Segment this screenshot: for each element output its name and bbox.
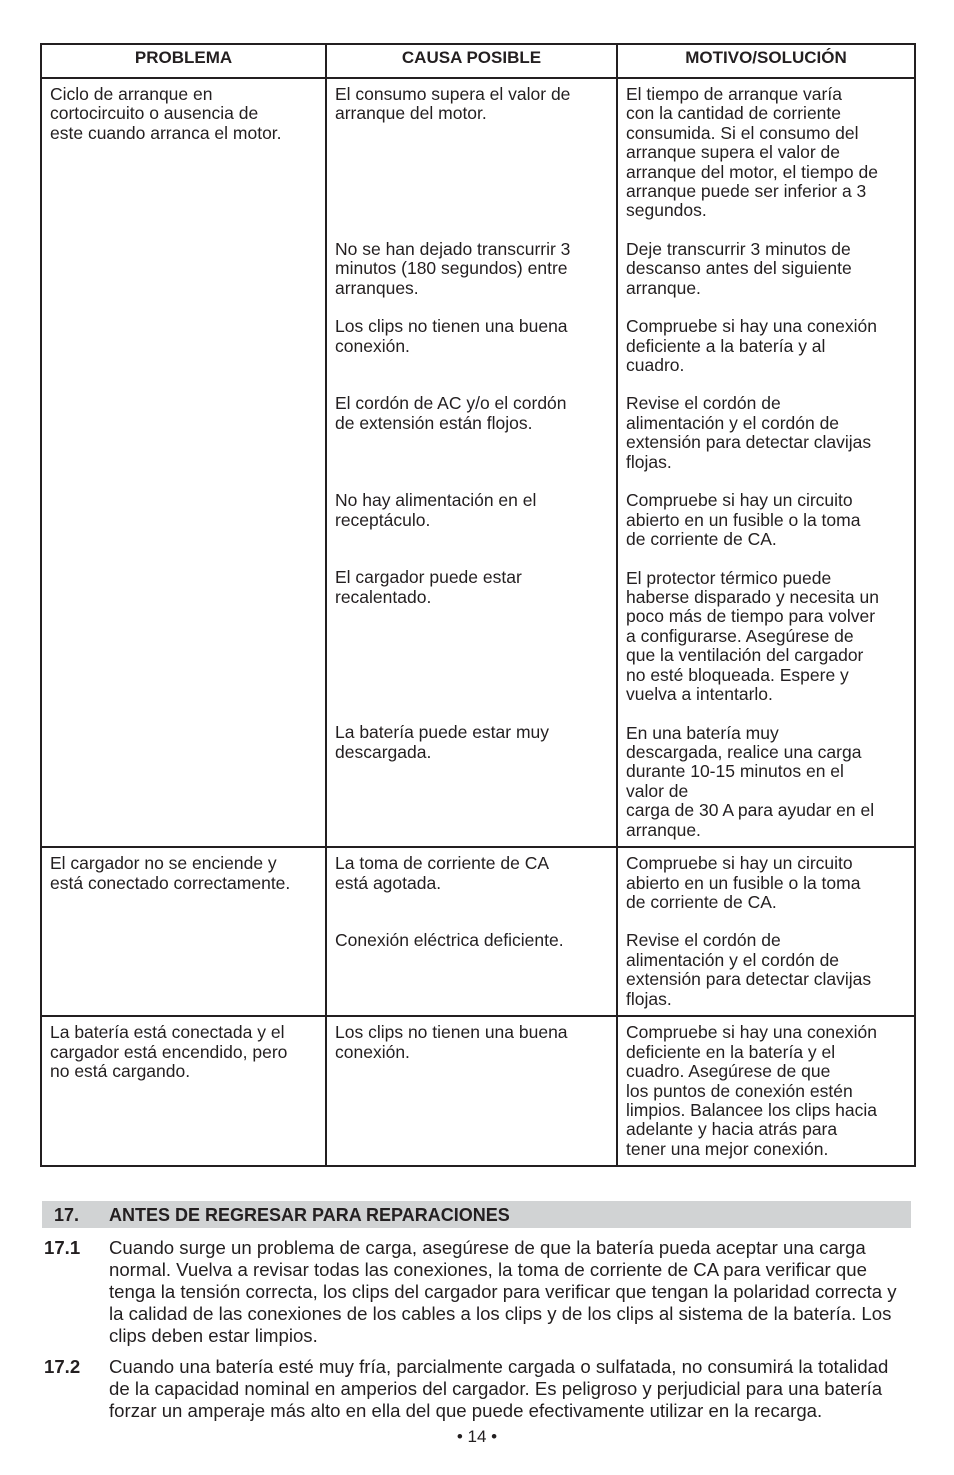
cause-text: El cordón de AC y/o el cordón de extensión están flojos.: [335, 393, 567, 433]
item-text: Cuando surge un problema de carga, asegúrese de que la batería pueda aceptar una carga normal. Vuelva a revisar todas las conexiones, la toma de corriente de CA para verificar que tenga la tensión correcta, los clips del cargador para verificar que tengan la polaridad correcta y la calidad de las conexiones de los cables a los clips y de los clips al sistema de la batería. Los clips deben estar limpios.: [109, 1237, 897, 1346]
cause-cell: [326, 1016, 617, 1166]
cause-cell: [326, 847, 617, 1016]
section-item: [42, 1237, 914, 1347]
solution-cell: [617, 1016, 915, 1166]
solution-text: Revise el cordón de alimentación y el cordón de extensión para detectar clavijas flojas.: [626, 930, 872, 1009]
solution-text: Compruebe si hay un circuito abierto en un fusible o la toma de corriente de CA.: [626, 853, 861, 912]
problem-cell: [41, 1016, 326, 1166]
solution-text: El protector térmico puede haberse disparado y necesita un poco más de tiempo para volver a configurarse. Asegúrese de que la ventilación del cargador no esté bloqueada. Espere y vuelva a intentarlo.: [626, 567, 879, 705]
cause-text: No hay alimentación en el receptáculo.: [335, 490, 537, 530]
table-header-row: [41, 44, 915, 78]
cause-text: El cargador puede estar recalentado.: [335, 567, 522, 607]
solution-text: El tiempo de arranque varía con la cantidad de corriente consumida. Si el consumo del arranque supera el valor de arranque del motor, el tiempo de arranque puede ser inferior a 3 segundos.: [626, 84, 878, 221]
solution-text: Compruebe si hay una conexión deficiente en la batería y el cuadro. Asegúrese de que los puntos de conexión estén limpios. Balancee los clips hacia adelante y hacia atrás para tener una mejor conexión.: [626, 1022, 877, 1159]
section-item: [42, 1356, 914, 1422]
header-problema: PROBLEMA: [41, 44, 326, 78]
table-row: [41, 847, 915, 1016]
solution-cell: [617, 847, 915, 1016]
cause-text: Conexión eléctrica deficiente.: [335, 930, 564, 951]
solution-text: Revise el cordón de alimentación y el cordón de extensión para detectar clavijas flojas.: [626, 393, 872, 472]
cause-text: No se han dejado transcurrir 3 minutos (180 segundos) entre arranques.: [335, 239, 571, 298]
section-title: ANTES DE REGRESAR PARA REPARACIONES: [109, 1205, 510, 1225]
item-text: Cuando una batería esté muy fría, parcialmente cargada o sulfatada, no consumirá la totalidad de la capacidad nominal en amperios del cargador. Es peligroso y perjudicial para una batería forzar un amperaje más alto en ella del que puede efectivamente utilizar en la recarga.: [109, 1356, 889, 1421]
header-causa-posible: CAUSA POSIBLE: [326, 44, 617, 78]
cause-text: La toma de corriente de CA está agotada.: [335, 853, 550, 893]
solution-text: Compruebe si hay un circuito abierto en un fusible o la toma de corriente de CA.: [626, 490, 861, 550]
problem-text: Ciclo de arranque en cortocircuito o ausencia de este cuando arranca el motor.: [50, 84, 282, 143]
cause-text: El consumo supera el valor de arranque del motor.: [335, 84, 571, 124]
problem-cell: [41, 78, 326, 847]
problem-cell: [41, 847, 326, 1016]
table-row: [41, 1016, 915, 1166]
header-motivo-solucion: MOTIVO/SOLUCIÓN: [617, 44, 915, 78]
solution-text: Deje transcurrir 3 minutos de descanso antes del siguiente arranque.: [626, 239, 852, 298]
cause-text: La batería puede estar muy descargada.: [335, 722, 550, 762]
item-number: 17.2: [44, 1356, 81, 1377]
section-number: 17.: [54, 1205, 80, 1225]
cause-cell: [326, 78, 617, 847]
solution-text: Compruebe si hay una conexión deficiente a la batería y al cuadro.: [626, 316, 877, 376]
solution-cell: [617, 78, 915, 847]
page-number: • 14 •: [456, 1427, 498, 1446]
problem-text: El cargador no se enciende y está conectado correctamente.: [50, 853, 291, 893]
section-heading-bar: [42, 1201, 911, 1228]
table-row: [41, 78, 915, 847]
troubleshooting-table: [40, 43, 916, 1167]
item-number: 17.1: [44, 1237, 81, 1258]
cause-text: Los clips no tienen una buena conexión.: [335, 316, 568, 356]
solution-text: En una batería muy descargada, realice una carga durante 10-15 minutos en el valor de carga de 30 A para ayudar en el arranque.: [626, 722, 875, 840]
problem-text: La batería está conectada y el cargador está encendido, pero no está cargando.: [50, 1022, 288, 1082]
cause-text: Los clips no tienen una buena conexión.: [335, 1022, 568, 1062]
